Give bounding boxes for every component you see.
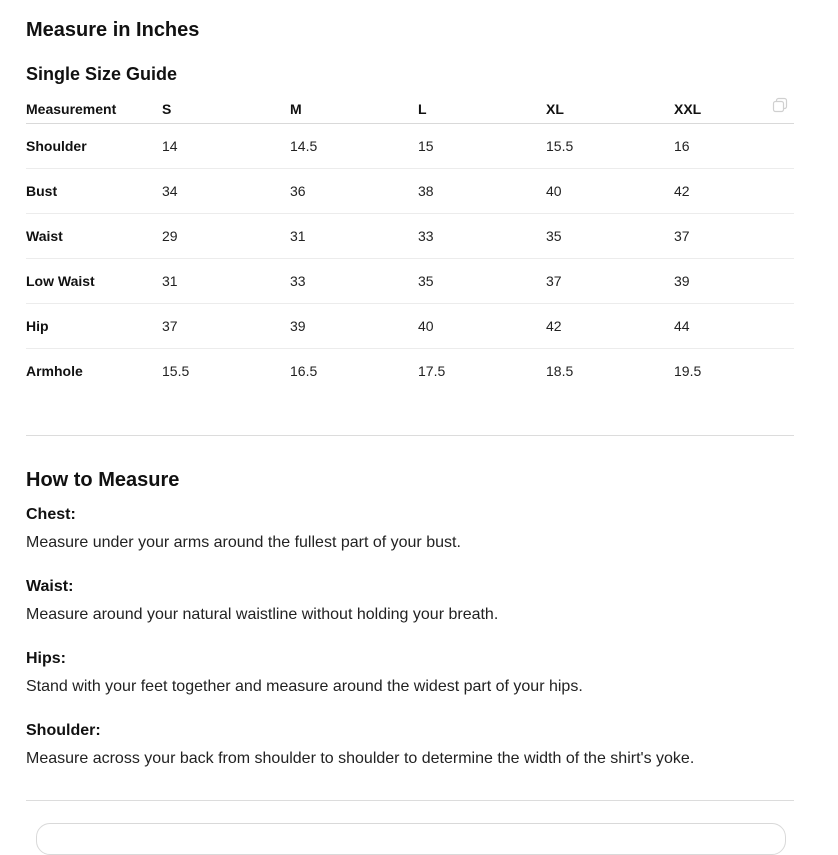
column-header: XL [546,94,674,124]
table-cell: 29 [162,214,290,259]
measure-term: Chest: [26,506,76,523]
measure-term: Shoulder: [26,722,101,739]
table-cell: 39 [674,259,794,304]
measure-description: Stand with your feet together and measure around the widest part of your hips. [26,678,583,695]
table-row [26,214,794,259]
table-row [26,169,794,214]
row-label: Shoulder [26,124,162,169]
table-cell: 15.5 [546,124,674,169]
table-cell: 39 [290,304,418,349]
row-label: Waist [26,214,162,259]
table-row [26,304,794,349]
table-cell: 16.5 [290,363,318,379]
table-cell: 34 [162,169,290,214]
column-header: L [418,94,546,124]
measure-description: Measure across your back from shoulder to shoulder to determine the width of the shirt's yoke. [26,750,695,767]
table-cell: 14.5 [290,124,418,169]
table-cell: 33 [418,214,546,259]
table-cell: 36 [290,169,418,214]
column-header: S [162,94,290,124]
table-row [26,349,794,394]
measure-term: Hips: [26,650,66,667]
size-guide-heading: Single Size Guide [26,64,178,84]
table-cell: 17.5 [418,363,446,379]
copy-icon[interactable] [772,97,788,113]
table-row [26,124,794,169]
size-table-container [26,94,794,393]
table-cell: 44 [674,304,794,349]
table-cell: 42 [546,304,674,349]
column-header: M [290,94,418,124]
size-table [26,94,794,393]
row-label: Hip [26,304,162,349]
measure-description: Measure under your arms around the fullest part of your bust. [26,534,461,551]
table-cell: 31 [290,214,418,259]
row-label: Bust [26,169,162,214]
measure-item-waist [26,577,794,625]
table-cell: 16 [674,124,794,169]
measure-item-shoulder [26,721,794,769]
measure-item-hips [26,649,794,697]
row-label: Armhole [26,363,83,379]
column-header: XXL [674,94,794,124]
table-cell: 37 [162,304,290,349]
table-cell: 15 [418,124,546,169]
measure-term: Waist: [26,578,74,595]
table-cell: 40 [546,169,674,214]
table-cell: 37 [674,214,794,259]
table-cell: 31 [162,259,290,304]
page-title: Measure in Inches [26,19,200,41]
table-cell: 14 [162,124,290,169]
row-label: Low Waist [26,259,162,304]
how-to-measure-heading: How to Measure [26,469,180,491]
table-cell: 33 [290,259,418,304]
section-divider [26,435,794,436]
column-header: Measurement [26,94,162,124]
table-cell: 40 [418,304,546,349]
table-cell: 18.5 [546,363,574,379]
table-cell: 37 [546,259,674,304]
measure-item-chest [26,505,794,553]
section-divider [26,800,794,801]
table-cell: 35 [418,259,546,304]
table-row [26,259,794,304]
table-header-row [26,94,794,124]
table-cell: 15.5 [162,363,190,379]
table-cell: 38 [418,169,546,214]
table-cell: 35 [546,214,674,259]
table-cell: 42 [674,169,794,214]
measure-description: Measure around your natural waistline without holding your breath. [26,606,499,623]
table-cell: 19.5 [674,363,702,379]
